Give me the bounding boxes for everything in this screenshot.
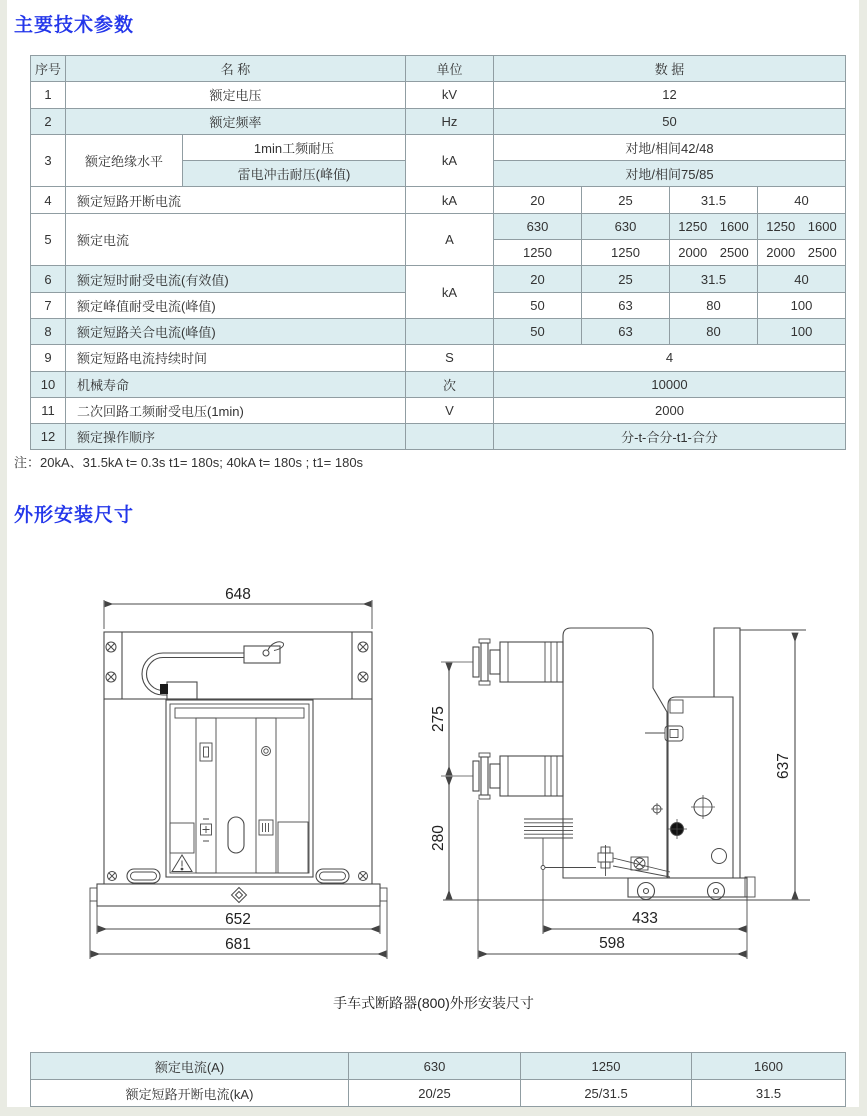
cell-unit: [406, 424, 494, 450]
cell-subname: 1min工频耐压: [183, 134, 406, 160]
cell-data: 4: [494, 345, 846, 371]
col-header-no: 序号: [31, 56, 66, 82]
col-header-name: 名 称: [66, 56, 406, 82]
lower-bushing: [441, 753, 563, 799]
cell-data: 2000 2500: [670, 240, 758, 266]
dim-side-vertical: [449, 633, 795, 899]
cell-name: 额定操作顺序: [66, 424, 406, 450]
cell-no: 11: [31, 397, 66, 423]
front-view-drawing: [90, 600, 387, 959]
cell-data: 50: [494, 292, 582, 318]
cell-name: 额定短路开断电流: [66, 187, 406, 213]
cell-data: 25/31.5: [521, 1080, 692, 1107]
cell-name: 额定电压: [66, 82, 406, 108]
cell-unit: kA: [406, 134, 494, 187]
dim-label-637: 637: [775, 753, 792, 779]
table-row: [31, 371, 846, 397]
page-edge: [0, 0, 7, 1116]
cell-no: 6: [31, 266, 66, 292]
cell-unit: kA: [406, 266, 494, 319]
cell-data: 80: [670, 292, 758, 318]
cell-data: 25: [582, 187, 670, 213]
cell-data: 1600: [692, 1053, 846, 1080]
cell-name: 机械寿命: [66, 371, 406, 397]
outline-drawings: [40, 550, 855, 980]
table-row: [31, 134, 846, 160]
cell-data: 1250: [494, 240, 582, 266]
cell-name: 额定短路关合电流(峰值): [66, 318, 406, 344]
cell-data: 50: [494, 108, 846, 134]
cell-name: 额定电流: [66, 213, 406, 266]
cell-no: 8: [31, 318, 66, 344]
cell-data: 12: [494, 82, 846, 108]
dim-label-433: 433: [632, 910, 658, 927]
mechanism-housing: [645, 697, 733, 878]
table-row: [31, 318, 846, 344]
cell-data: 31.5: [692, 1080, 846, 1107]
cell-data: 31.5: [670, 266, 758, 292]
table-row: [31, 1053, 846, 1080]
table-row: [31, 187, 846, 213]
cell-unit: S: [406, 345, 494, 371]
cell-no: 1: [31, 82, 66, 108]
cell-subname: 雷电冲击耐压(峰值): [183, 161, 406, 187]
cell-unit: A: [406, 213, 494, 266]
table-row: [31, 424, 846, 450]
cell-data: 1250 1600: [670, 213, 758, 239]
pole-column: [563, 628, 667, 878]
cell-data: 10000: [494, 371, 846, 397]
page-edge: [859, 0, 867, 1116]
table-row: [31, 1080, 846, 1107]
table-row: [31, 213, 846, 239]
cell-no: 9: [31, 345, 66, 371]
base-assembly: [90, 869, 387, 906]
coil-leads: [524, 819, 596, 870]
spec-table: [30, 55, 846, 450]
cell-data: 20: [494, 187, 582, 213]
col-header-data: 数 据: [494, 56, 846, 82]
rear-panel: [714, 628, 806, 878]
cell-no: 7: [31, 292, 66, 318]
cell-no: 10: [31, 371, 66, 397]
section-title-dimensions: 外形安装尺寸: [14, 505, 135, 526]
cell-unit: 次: [406, 371, 494, 397]
warning-triangle-icon: [172, 855, 192, 872]
table-row: [31, 397, 846, 423]
cell-name: 额定短路电流持续时间: [66, 345, 406, 371]
cell-no: 4: [31, 187, 66, 213]
dim-label-681: 681: [225, 936, 251, 953]
linkage: [598, 845, 670, 877]
dim-label-652: 652: [225, 911, 251, 928]
cell-data: 50: [494, 318, 582, 344]
cell-name: 额定峰值耐受电流(峰值): [66, 292, 406, 318]
cell-data: 对地/相间75/85: [494, 161, 846, 187]
cell-data: 80: [670, 318, 758, 344]
dim-label-275: 275: [430, 706, 447, 732]
cell-name: 额定频率: [66, 108, 406, 134]
cell-unit: [406, 318, 494, 344]
carriage: [628, 877, 755, 900]
cell-unit: Hz: [406, 108, 494, 134]
cell-data: 对地/相间42/48: [494, 134, 846, 160]
cell-data: 分-t-合分-t1-合分: [494, 424, 846, 450]
cell-data: 63: [582, 292, 670, 318]
page-title: 主要技术参数: [14, 15, 135, 36]
cell-data: 1250 1600: [758, 213, 846, 239]
cell-label: 额定电流(A): [31, 1053, 349, 1080]
cell-data: 20: [494, 266, 582, 292]
cell-data: 40: [758, 266, 846, 292]
cell-label: 额定短路开断电流(kA): [31, 1080, 349, 1107]
page-edge: [0, 1107, 867, 1116]
cell-unit: kV: [406, 82, 494, 108]
cell-name: 二次回路工频耐受电压(1min): [66, 397, 406, 423]
cell-name: 额定短时耐受电流(有效值): [66, 266, 406, 292]
cell-data: 630: [582, 213, 670, 239]
side-columns: [104, 699, 372, 884]
table-row: [31, 345, 846, 371]
footnote: 注：20kA、31.5kA t= 0.3s t1= 180s; 40kA t= 180s ; t1= 180s: [14, 455, 364, 470]
cell-data: 40: [758, 187, 846, 213]
breaker-body: [166, 700, 313, 877]
upper-bushing: [441, 639, 563, 685]
cell-unit: V: [406, 397, 494, 423]
cell-data: 20/25: [349, 1080, 521, 1107]
table-row: [31, 56, 846, 82]
cell-data: 31.5: [670, 187, 758, 213]
cell-data: 1250: [521, 1053, 692, 1080]
table-row: [31, 108, 846, 134]
cell-data: 63: [582, 318, 670, 344]
cell-data: 25: [582, 266, 670, 292]
dim-label-280: 280: [430, 825, 447, 851]
cell-data: 100: [758, 292, 846, 318]
cell-no: 3: [31, 134, 66, 187]
col-header-unit: 单位: [406, 56, 494, 82]
cell-no: 12: [31, 424, 66, 450]
cell-unit: kA: [406, 187, 494, 213]
cell-data: 630: [349, 1053, 521, 1080]
cell-data: 100: [758, 318, 846, 344]
cell-data: 2000 2500: [758, 240, 846, 266]
interlock-cable: [142, 642, 284, 699]
detail-symbols: [651, 795, 727, 864]
cell-data: 1250: [582, 240, 670, 266]
dim-label-648: 648: [225, 586, 251, 603]
cell-no: 2: [31, 108, 66, 134]
cell-no: 5: [31, 213, 66, 266]
cell-data: 2000: [494, 397, 846, 423]
dim-front-width: [104, 600, 372, 629]
table-row: [31, 266, 846, 292]
cell-name: 额定绝缘水平: [66, 134, 183, 187]
drawing-caption: 手车式断路器(800)外形安装尺寸: [333, 995, 534, 1011]
cell-data: 630: [494, 213, 582, 239]
side-view-drawing: [441, 628, 810, 959]
table-row: [31, 82, 846, 108]
variant-table: [30, 1052, 846, 1107]
dim-label-598: 598: [599, 935, 625, 952]
